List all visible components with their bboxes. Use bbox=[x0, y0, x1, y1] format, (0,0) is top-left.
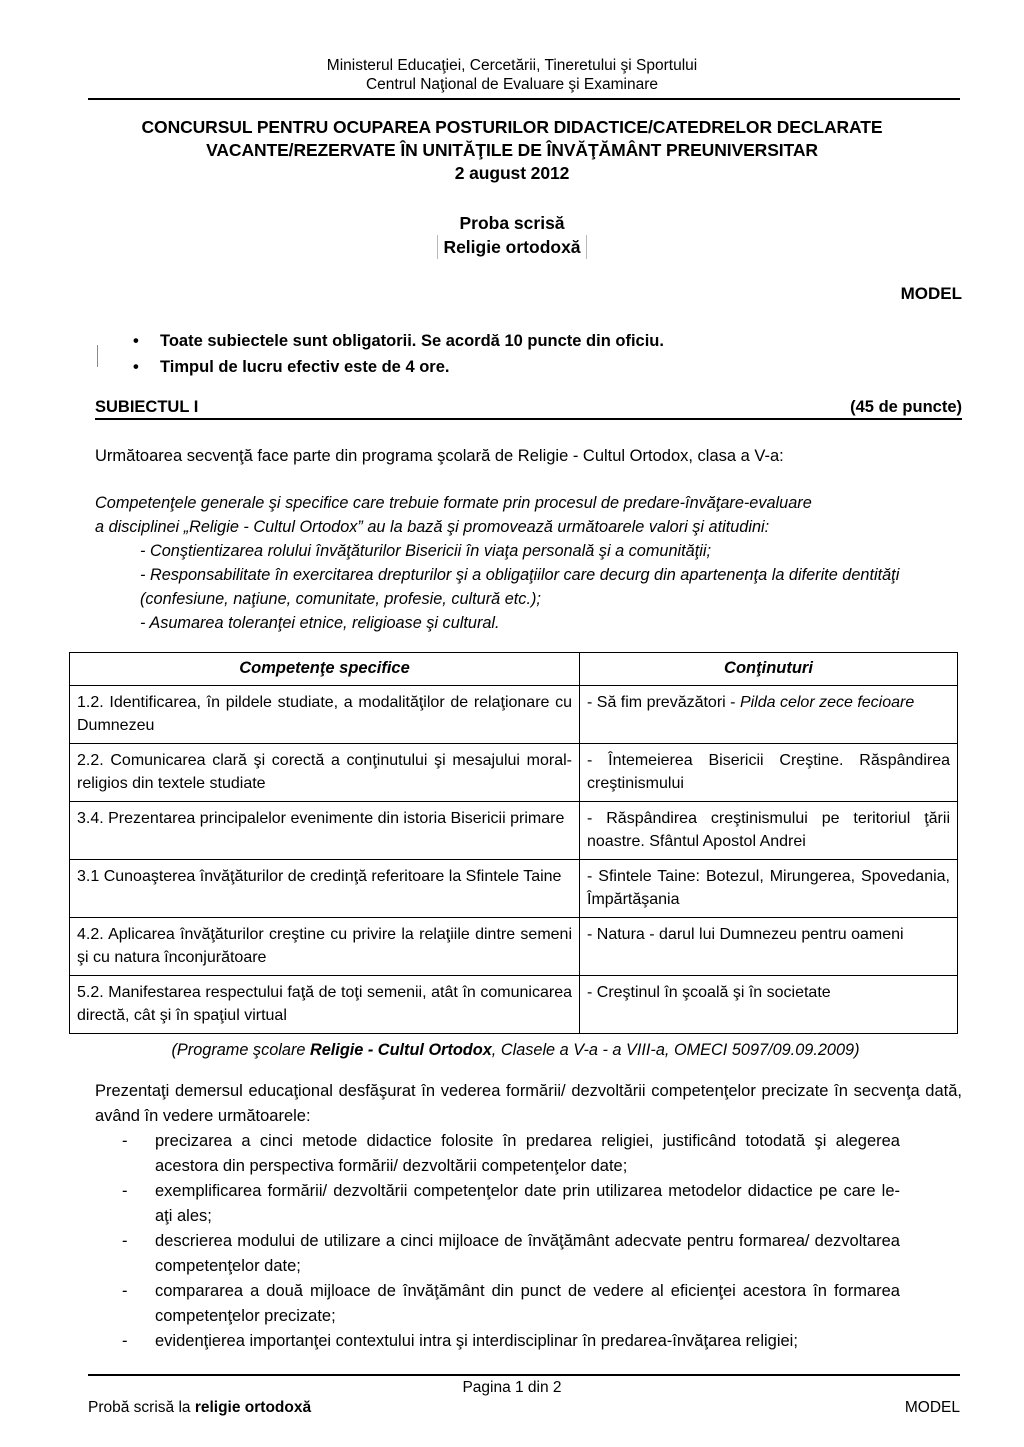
list-item bbox=[0, 1179, 900, 1229]
task-list bbox=[0, 1129, 962, 1354]
center-line: Centrul Naţional de Evaluare şi Examinare bbox=[365, 76, 659, 93]
cell-content: - Întemeierea Bisericii Creştine. Răspândirea creştinismului bbox=[580, 744, 958, 802]
column-header-competences: Competenţe specifice bbox=[70, 653, 580, 686]
proba-label: Proba scrisă bbox=[459, 213, 565, 233]
task-text: descrierea modului de utilizare a cinci mijloace de învăţământ adecvate pentru formarea/ dezvoltarea competenţelor date; bbox=[155, 1232, 900, 1275]
cell-competence: 4.2. Aplicarea învăţăturilor creştine cu privire la relaţiile dintre semeni şi cu natura înconjurătoare bbox=[70, 918, 580, 976]
task-text: evidenţierea importanţei contextului intra şi interdisciplinar în predarea-învăţarea religiei; bbox=[155, 1332, 798, 1350]
section-heading-subiectul-1 bbox=[95, 398, 962, 420]
list-item bbox=[0, 354, 1024, 380]
cell-content: - Răspândirea creştinismului pe teritoriul ţării noastre. Sfântul Apostol Andrei bbox=[580, 802, 958, 860]
caption-part-1: (Programe şcolare bbox=[171, 1041, 310, 1059]
content-plain: - Să fim prevăzători - bbox=[587, 694, 740, 711]
exam-date: 2 august 2012 bbox=[454, 163, 570, 183]
task-intro: Prezentaţi demersul educaţional desfăşurat în vederea formării/ dezvoltării competenţelor precizate în secvenţa dată, având în vedere următoarele: bbox=[95, 1082, 962, 1125]
value-item: - Responsabilitate în exercitarea drepturilor şi a obligaţiilor care decurg din apartenenţa la diferite dentităţi (confesiune, naţiune, comunitate, profesie, cultură etc.); bbox=[140, 566, 900, 608]
competences-intro bbox=[95, 491, 962, 539]
cell-content: - Creştinul în şcoală şi în societate bbox=[580, 976, 958, 1034]
exam-rules-list bbox=[0, 328, 1024, 380]
page-number: Pagina 1 din 2 bbox=[462, 1379, 562, 1396]
cell-competence: 3.1 Cunoaşterea învăţăturilor de credinţă referitoare la Sfintele Taine bbox=[70, 860, 580, 918]
discipline-label: Religie ortodoxă bbox=[437, 235, 586, 259]
table-row bbox=[70, 860, 958, 918]
title-line-2: VACANTE/REZERVATE ÎN UNITĂŢILE DE ÎNVĂŢĂMÂNT PREUNIVERSITAR bbox=[206, 140, 818, 160]
rule-text: Timpul de lucru efectiv este de 4 ore. bbox=[160, 358, 450, 376]
list-item bbox=[0, 1229, 900, 1279]
document-footer bbox=[0, 1374, 1024, 1417]
caption-part-2: , Clasele a V-a - a VIII-a, OMECI 5097/09.09.2009) bbox=[491, 1041, 860, 1059]
page-title bbox=[62, 116, 962, 185]
cell-content: - Natura - darul lui Dumnezeu pentru oameni bbox=[580, 918, 958, 976]
caption-bold: Religie - Cultul Ortodox bbox=[309, 1041, 492, 1059]
footer-model-label: MODEL bbox=[904, 1399, 960, 1416]
list-item bbox=[0, 1329, 900, 1354]
intro-paragraph: Următoarea secvenţă face parte din programa şcolară de Religie - Cultul Ortodox, clasa a V-a: bbox=[95, 447, 784, 465]
discipline-field bbox=[0, 235, 1024, 259]
exam-subtitle bbox=[0, 211, 1024, 259]
table-caption bbox=[69, 1041, 962, 1060]
cell-competence: 2.2. Comunicarea clară şi corectă a conţinutului şi mesajului moral-religios din textele studiate bbox=[70, 744, 580, 802]
model-badge: MODEL bbox=[900, 284, 962, 303]
document-header bbox=[0, 0, 1024, 94]
cell-competence: 3.4. Prezentarea principalelor evenimente din istoria Bisericii primare bbox=[70, 802, 580, 860]
dash-icon: - bbox=[122, 1332, 128, 1350]
task-text: compararea a două mijloace de învăţământ din punct de vedere al eficienţei acestora în formarea competenţelor precizate; bbox=[155, 1282, 900, 1325]
dash-icon: - bbox=[122, 1132, 128, 1150]
table-row bbox=[70, 976, 958, 1034]
footer-left-bold: religie ortodoxă bbox=[194, 1399, 312, 1416]
cell-competence: 5.2. Manifestarea respectului faţă de toţi semenii, atât în comunicarea directă, cât şi în spaţiul virtual bbox=[70, 976, 580, 1034]
section-points: (45 de puncte) bbox=[850, 398, 962, 416]
competences-intro-line-1: Competenţele generale şi specifice care trebuie formate prin procesul de predare-învăţare-evaluare bbox=[95, 494, 812, 512]
value-item: - Conştientizarea rolului învăţăturilor Bisericii în viaţa personală şi a comunităţii; bbox=[140, 542, 712, 560]
task-text: exemplificarea formării/ dezvoltării competenţelor date prin utilizarea metodelor didactice pe care le-aţi ales; bbox=[155, 1182, 900, 1225]
dash-icon: - bbox=[122, 1182, 128, 1200]
table-row bbox=[70, 686, 958, 744]
table-row bbox=[70, 802, 958, 860]
footer-left bbox=[88, 1399, 311, 1417]
column-header-contents: Conţinuturi bbox=[580, 653, 958, 686]
dash-icon: - bbox=[122, 1282, 128, 1300]
value-item: - Asumarea toleranţei etnice, religioase şi cultural. bbox=[140, 614, 500, 632]
cell-content bbox=[580, 686, 958, 744]
competences-intro-line-2: a disciplinei „Religie - Cultul Ortodox” au la bază şi promovează următoarele valori şi atitudini: bbox=[95, 518, 770, 536]
rule-text: Toate subiectele sunt obligatorii. Se acordă 10 puncte din oficiu. bbox=[160, 332, 664, 350]
footer-left-plain: Probă scrisă la bbox=[88, 1399, 195, 1416]
section-label: SUBIECTUL I bbox=[95, 398, 199, 416]
footer-divider bbox=[88, 1374, 960, 1376]
task-text: precizarea a cinci metode didactice folosite în predarea religiei, justificând totodată şi alegerea acestora din perspectiva formării/ dezvoltării competenţelor date; bbox=[155, 1132, 900, 1175]
dash-icon: - bbox=[122, 1232, 128, 1250]
title-line-1: CONCURSUL PENTRU OCUPAREA POSTURILOR DIDACTICE/CATEDRELOR DECLARATE bbox=[141, 117, 883, 137]
list-item bbox=[0, 1129, 900, 1179]
table-header-row bbox=[70, 653, 958, 686]
ministry-line: Ministerul Educaţiei, Cercetării, Tineretului şi Sportului bbox=[326, 57, 698, 74]
table-row bbox=[70, 744, 958, 802]
cell-competence: 1.2. Identificarea, în pildele studiate, a modalităţilor de relaţionare cu Dumnezeu bbox=[70, 686, 580, 744]
list-item bbox=[0, 328, 1024, 354]
header-divider bbox=[88, 98, 960, 100]
bullet-icon: • bbox=[133, 358, 139, 376]
values-list bbox=[140, 539, 962, 635]
text-caret-mark bbox=[97, 345, 98, 367]
bullet-icon: • bbox=[133, 332, 139, 350]
content-italic: Pilda celor zece fecioare bbox=[739, 694, 915, 711]
competences-table bbox=[69, 652, 958, 1034]
cell-content: - Sfintele Taine: Botezul, Mirungerea, Spovedania, Împărtăşania bbox=[580, 860, 958, 918]
footer-row bbox=[88, 1399, 960, 1417]
table-row bbox=[70, 918, 958, 976]
list-item bbox=[0, 1279, 900, 1329]
